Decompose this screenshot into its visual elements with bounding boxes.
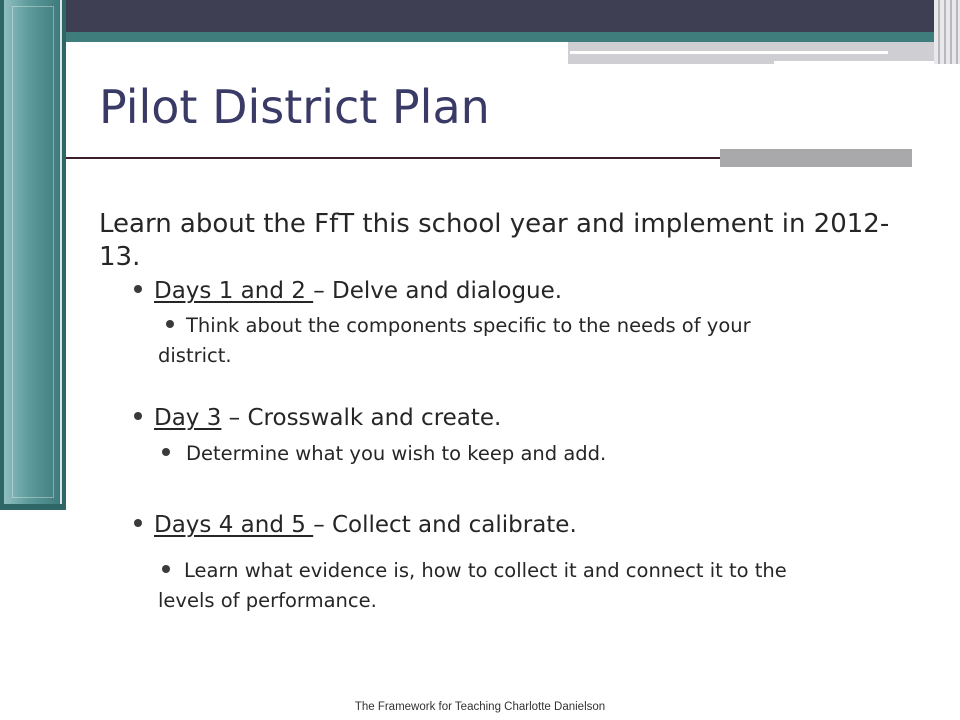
bullet-icon [134, 412, 142, 420]
section-heading-rest: – Collect and calibrate. [313, 512, 577, 538]
section-link[interactable]: Days 4 and 5 [154, 512, 314, 538]
bullet-icon [134, 285, 142, 293]
section-detail-days-4-5 [158, 556, 798, 616]
section-detail-text: Determine what you wish to keep and add. [186, 442, 607, 465]
section-heading-rest: – Crosswalk and create. [221, 405, 502, 431]
section-link[interactable]: Days 1 and 2 [154, 278, 314, 304]
bullet-icon [162, 448, 170, 456]
lead-text: Learn about the FfT this school year and implement in 2012-13. [99, 209, 890, 272]
top-teal-bar [66, 32, 936, 42]
section-detail-day-3 [158, 439, 798, 469]
slide-footer: The Framework for Teaching Charlotte Danielson [354, 701, 606, 713]
section-detail-text: Think about the components specific to the needs of your district. [158, 314, 751, 367]
top-white-stripe-short [774, 61, 936, 64]
bullet-icon [134, 519, 142, 527]
section-heading-day-3 [134, 405, 501, 431]
left-decorative-panel [4, 0, 62, 504]
bullet-icon [166, 320, 174, 328]
section-link[interactable]: Day 3 [154, 405, 222, 431]
corner-vertical-lines [934, 0, 960, 64]
section-heading-rest: – Delve and dialogue. [313, 278, 563, 304]
section-detail-days-1-2 [158, 311, 778, 371]
section-heading-days-4-5 [134, 512, 577, 538]
section-heading-days-1-2 [134, 278, 562, 304]
top-dark-bar [66, 0, 936, 32]
section-detail-text: Learn what evidence is, how to collect it and connect it to the levels of performance. [158, 559, 787, 612]
top-white-stripe [570, 51, 888, 54]
title-accent-bar [720, 149, 912, 167]
slide-title: Pilot District Plan [99, 80, 490, 134]
bullet-icon [162, 565, 170, 573]
